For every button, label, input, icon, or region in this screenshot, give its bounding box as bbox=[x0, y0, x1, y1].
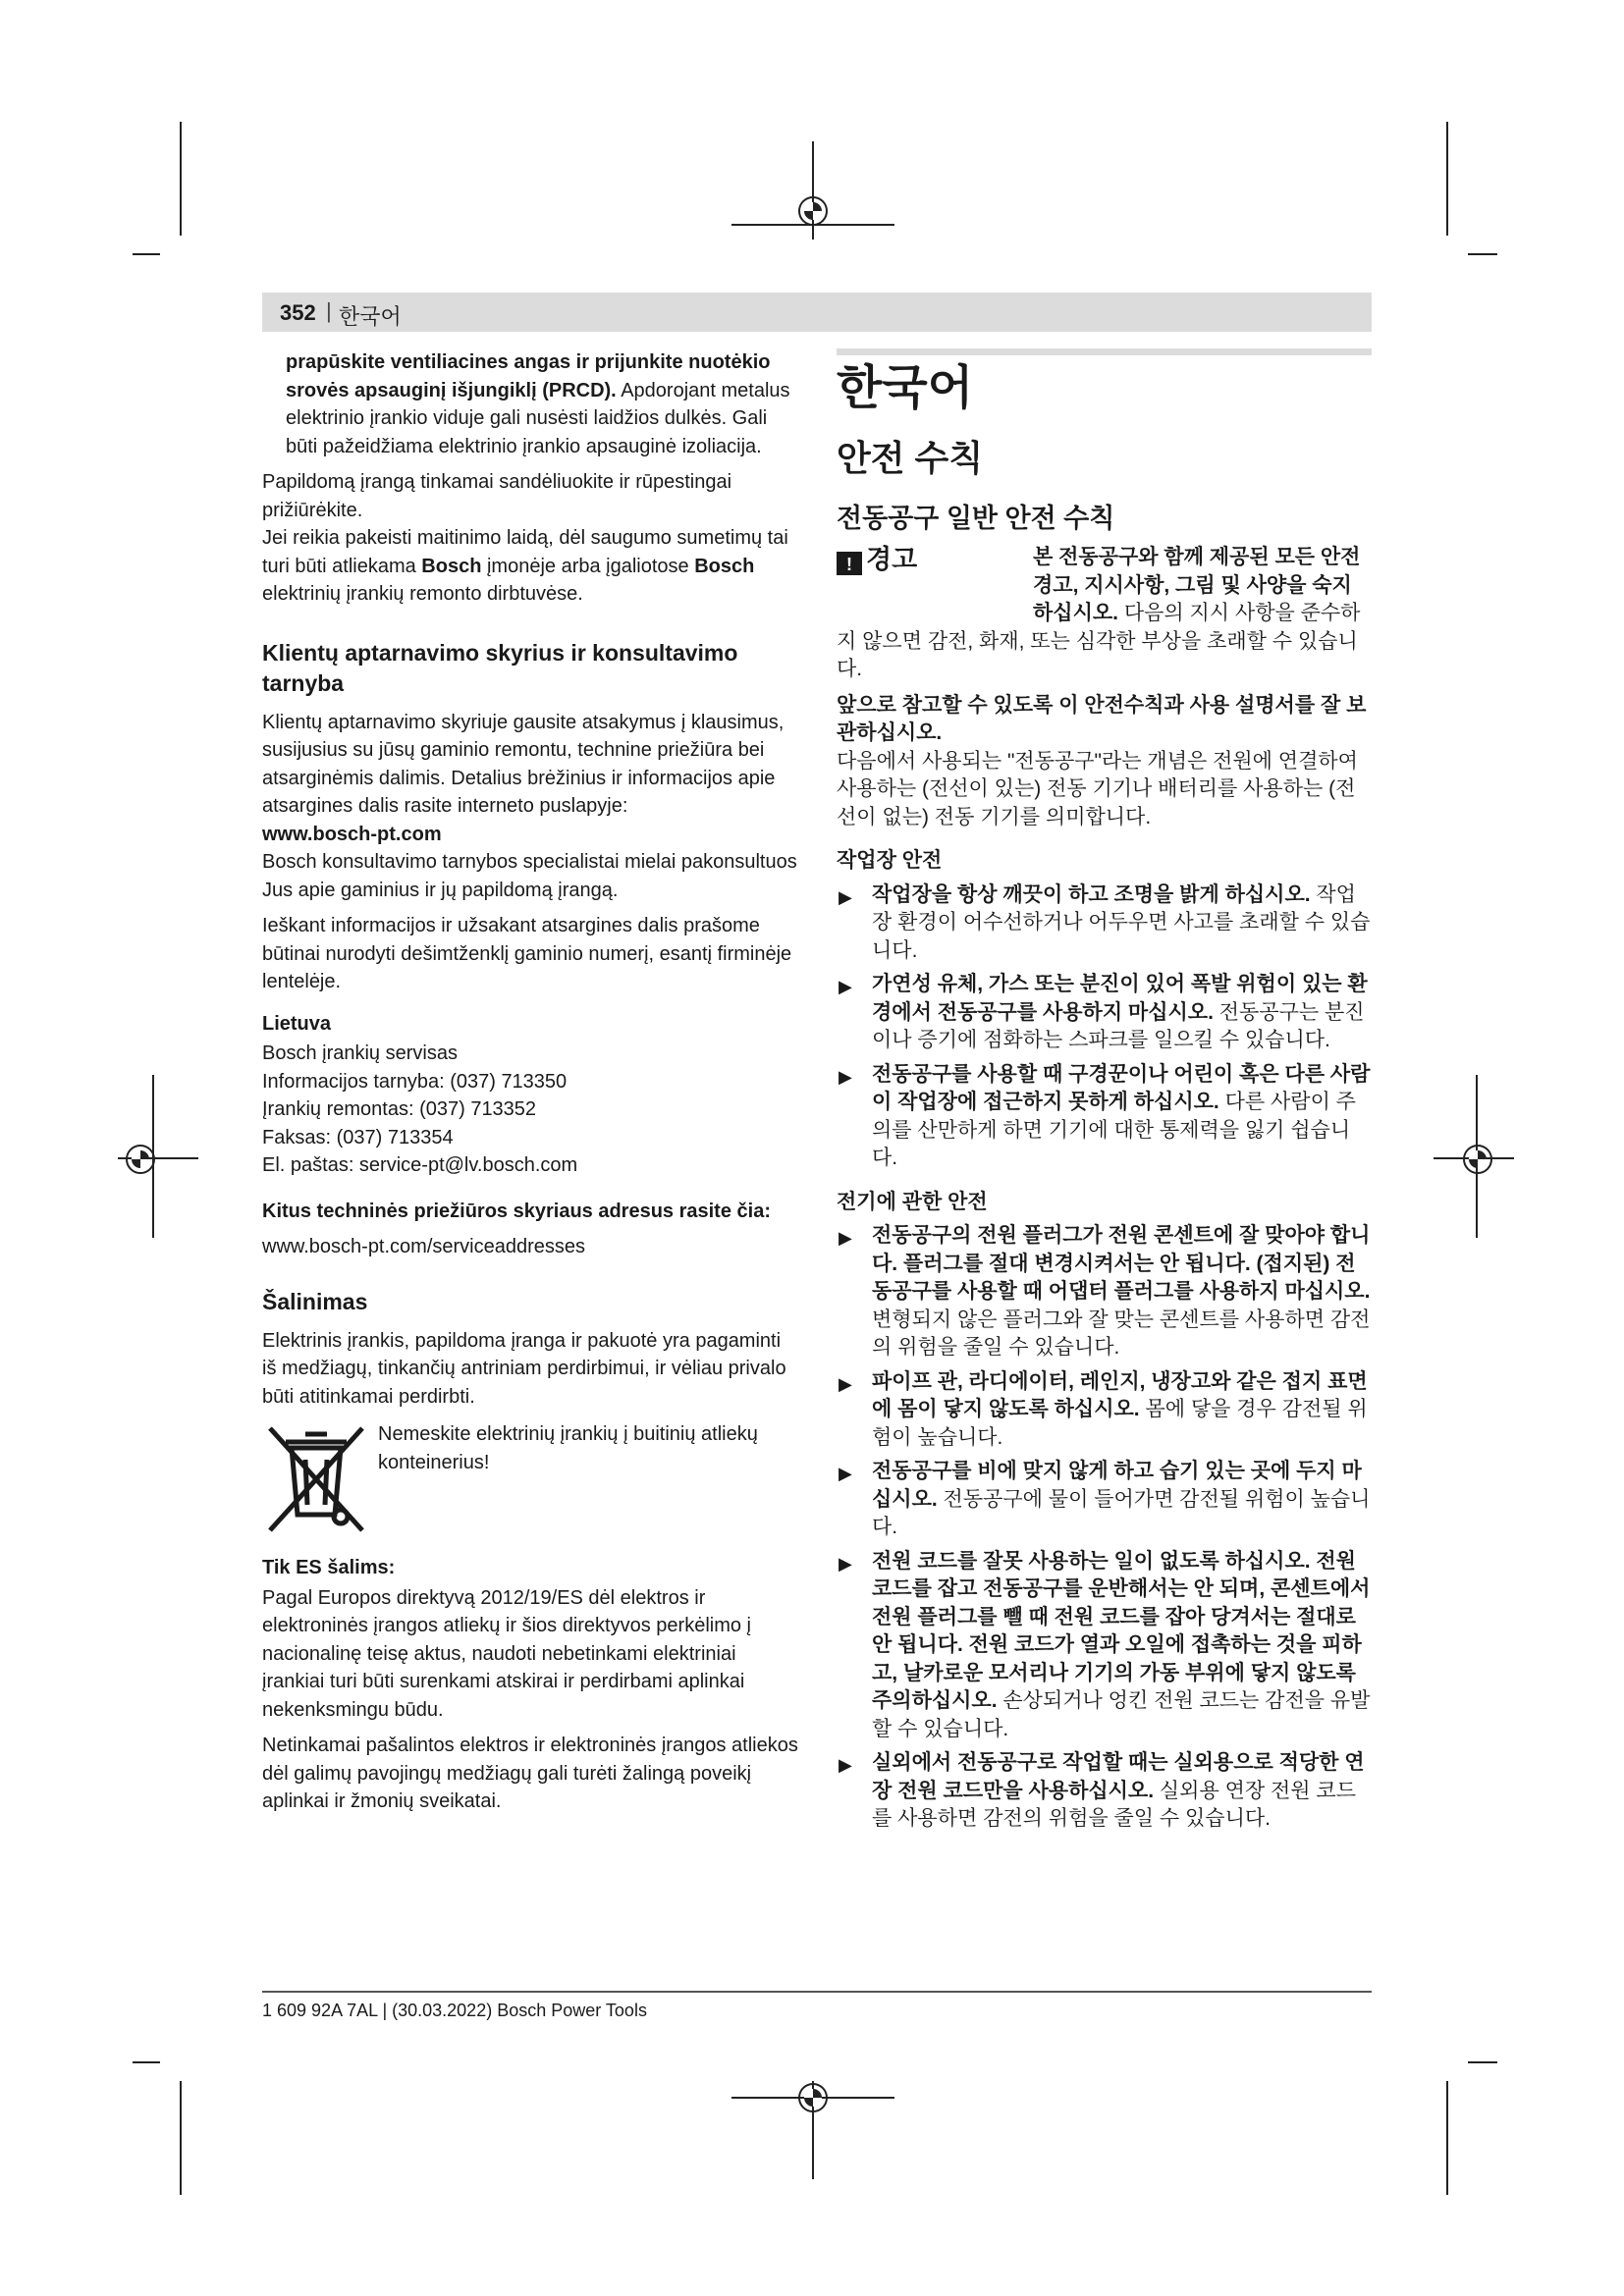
bin-notice: Nemeskite elektrinių įrankių į buitinių atliekų konteinerius! bbox=[378, 1423, 758, 1473]
bullet-icon: ▶ bbox=[839, 886, 852, 907]
registration-mark-icon bbox=[1463, 1145, 1492, 1174]
item-text: 전동공구는 분진이나 증기에 점화하는 스파크를 일으킬 수 있습니다. bbox=[872, 1000, 1365, 1051]
consult-paragraph: Bosch konsultavimo tarnybos specialistai mielai pakonsultuos Jus apie gaminius ir jų papildomą įrangą. bbox=[262, 851, 797, 901]
item-bold: 파이프 관, 라디에이터, 레인지, 냉장고와 같은 접지 표면에 몸이 닿지 않도록 하십시오. bbox=[872, 1369, 1368, 1420]
registration-mark-icon bbox=[126, 1145, 155, 1174]
page-header bbox=[262, 293, 1372, 332]
bullet-icon: ▶ bbox=[839, 1553, 852, 1574]
warning-label bbox=[837, 544, 1033, 603]
crop-mark bbox=[1468, 253, 1497, 255]
electrical-safety-heading: 전기에 관한 안전 bbox=[837, 1190, 988, 1213]
right-column bbox=[837, 348, 1372, 1834]
other-addresses-heading: Kitus techninės priežiūros skyriaus adresus rasite čia: bbox=[262, 1200, 771, 1222]
bullet-icon: ▶ bbox=[839, 1755, 852, 1775]
crop-mark bbox=[1468, 2061, 1497, 2063]
list-item bbox=[837, 1548, 1372, 1744]
bullet-icon: ▶ bbox=[839, 977, 852, 996]
weee-block bbox=[262, 1420, 798, 1538]
item-text: 다른 사람이 주의를 산만하게 하면 기기에 대한 통제력을 잃기 쉽습니다. bbox=[872, 1091, 1356, 1169]
list-item bbox=[837, 881, 1372, 966]
harm-paragraph: Netinkamai pašalintos elektros ir elektroninės įrangos atliekos dėl galimų pavojingų medžiagų gali turėti žalingą poveikį aplinkai ir žmonių sveikatai. bbox=[262, 1735, 798, 1812]
item-text: 손상되거나 엉킨 전원 코드는 감전을 유발할 수 있습니다. bbox=[872, 1689, 1371, 1740]
bullet-icon: ▶ bbox=[839, 1464, 852, 1483]
crop-mark bbox=[133, 253, 160, 255]
footer-text: 1 609 92A 7AL | (30.03.2022) Bosch Power Tools bbox=[262, 2001, 647, 2020]
crossed-out-wheelie-bin-icon bbox=[262, 1420, 370, 1536]
list-item bbox=[837, 1749, 1372, 1834]
intro-bold: prapūskite ventiliacines angas ir prijunkite nuotėkio srovės apsauginį išjungiklį (PRCD). bbox=[286, 351, 771, 401]
contact-line: Faksas: (037) 713354 bbox=[262, 1126, 454, 1148]
cord-text-3: elektrinių įrankių remonto dirbtuvėse. bbox=[262, 583, 583, 605]
list-item bbox=[837, 1222, 1372, 1362]
item-bold: 전동공구를 사용할 때 구경꾼이나 어린이 혹은 다른 사람이 작업장에 접근하지 못하게 하십시오. bbox=[872, 1062, 1371, 1113]
list-item bbox=[837, 971, 1372, 1055]
item-text: 전동공구에 물이 들어가면 감전될 위험이 높습니다. bbox=[872, 1487, 1371, 1538]
contact-email[interactable]: El. paštas: service-pt@lv.bosch.com bbox=[262, 1154, 578, 1176]
list-item bbox=[837, 1458, 1372, 1542]
warning-body: 다음의 지시 사항을 준수하지 않으면 감전, 화재, 또는 심각한 부상을 초래할 수 있습니다. bbox=[837, 602, 1361, 680]
contact-line: Įrankių remontas: (037) 713352 bbox=[262, 1098, 537, 1120]
list-item bbox=[837, 1368, 1372, 1453]
lietuva-heading: Lietuva bbox=[262, 1012, 332, 1035]
contact-line: Informacijos tarnyba: (037) 713350 bbox=[262, 1070, 568, 1093]
section-title: 한국어 bbox=[837, 348, 1372, 418]
disposal-paragraph: Elektrinis įrankis, papildoma įranga ir pakuotė yra pagaminti iš medžiagų, tinkančių antriniam perdirbimui, ir vėliau privalo būti atitinkamai perdirbti. bbox=[262, 1329, 786, 1408]
intro-paragraph bbox=[262, 348, 798, 460]
contact-line: Bosch įrankių servisas bbox=[262, 1042, 458, 1064]
item-bold: 전동공구의 전원 플러그가 전원 콘센트에 잘 맞아야 합니다. 플러그를 절대 변경시켜서는 안 됩니다. (접지된) 전동공구를 사용할 때 어댑터 플러그를 사용하지 마십시오. bbox=[872, 1224, 1371, 1303]
registration-mark-icon bbox=[798, 2083, 828, 2112]
item-text: 실외용 연장 전원 코드를 사용하면 감전의 위험을 줄일 수 있습니다. bbox=[872, 1779, 1356, 1830]
bullet-icon: ▶ bbox=[839, 1228, 852, 1248]
item-text: 몸에 닿을 경우 감전될 위험이 높습니다. bbox=[872, 1398, 1368, 1449]
service-heading: Klientų aptarnavimo skyrius ir konsultavimo tarnyba bbox=[262, 639, 738, 696]
page-number: 352 bbox=[280, 300, 316, 325]
left-column bbox=[262, 348, 798, 1816]
item-bold: 실외에서 전동공구로 작업할 때는 실외용으로 적당한 연장 전원 코드만을 사용하십시오. bbox=[872, 1751, 1365, 1802]
list-item bbox=[837, 1061, 1372, 1173]
crop-mark bbox=[180, 2081, 182, 2195]
eu-paragraph: Pagal Europos direktyvą 2012/19/ES dėl elektros ir elektroninės įrangos atliekų ir šios direktyvos perkėlimo į nacionalinę teisę aktus, naudoti nebetinkami elektriniai įrankiai turi būti surenkami atskirai ir perdirbami aplinkai nekenksmingu būdu. bbox=[262, 1586, 751, 1721]
cord-brand-2: Bosch bbox=[694, 555, 755, 577]
registration-mark-icon bbox=[798, 196, 828, 226]
general-safety-heading: 전동공구 일반 안전 수칙 bbox=[837, 504, 1115, 533]
disposal-heading: Šalinimas bbox=[262, 1288, 368, 1314]
other-addresses-url[interactable]: www.bosch-pt.com/serviceaddresses bbox=[262, 1236, 586, 1257]
cord-text-1: Jei reikia pakeisti maitinimo laidą, dėl saugumo sumetimų tai turi būti atliekama bbox=[262, 527, 788, 577]
item-text: 작업장 환경이 어수선하거나 어두우면 사고를 초래할 수 있습니다. bbox=[872, 882, 1371, 962]
warning-text: 경고 bbox=[866, 545, 918, 574]
cord-paragraph bbox=[262, 524, 798, 609]
crop-mark bbox=[1446, 122, 1448, 236]
crop-mark bbox=[133, 2061, 160, 2063]
item-bold: 작업장을 항상 깨끗이 하고 조명을 밝게 하십시오. bbox=[872, 882, 1311, 906]
cord-brand-1: Bosch bbox=[421, 555, 482, 577]
bullet-icon: ▶ bbox=[839, 1373, 852, 1394]
cord-text-2: įmonėje arba įgaliotose bbox=[481, 555, 695, 577]
footer-rule bbox=[262, 1991, 1372, 1993]
product-number-paragraph: Ieškant informacijos ir užsakant atsargines dalis prašome būtinai nurodyti dešimtženklį gaminio numerį, esantį firminėje lentelėje. bbox=[262, 915, 792, 992]
item-bold: 가연성 유체, 가스 또는 분진이 있어 폭발 위험이 있는 환경에서 전동공구를 사용하지 마십시오. bbox=[872, 973, 1368, 1024]
service-paragraph: Klientų aptarnavimo skyriuje gausite atsakymus į klausimus, susijusius su jūsų gaminio remontu, technine priežiūra bei atsarginėmis dalimis. Detalius brėžinius ir informacijos apie atsargines dalis rasite interneto puslapyje: bbox=[262, 711, 785, 817]
bullet-icon: ▶ bbox=[839, 1066, 852, 1087]
keep-instructions: 앞으로 참고할 수 있도록 이 안전수칙과 사용 설명서를 잘 보관하십시오. bbox=[837, 693, 1367, 744]
storage-paragraph: Papildomą įrangą tinkamai sandėliuokite ir rūpestingai prižiūrėkite. bbox=[262, 471, 732, 521]
warning-bold: 본 전동공구와 함께 제공된 모든 안전경고, 지시사항, 그림 및 사양을 숙지하십시오. bbox=[1033, 546, 1361, 624]
item-bold: 전동공구를 비에 맞지 않게 하고 습기 있는 곳에 두지 마십시오. bbox=[872, 1460, 1362, 1511]
definition-paragraph: 다음에서 사용되는 "전동공구"라는 개념은 전원에 연결하여 사용하는 (전선이 있는) 전동 기기나 배터리를 사용하는 (전선이 없는) 전동 기기를 의미합니다. bbox=[837, 749, 1358, 828]
eu-heading: Tik ES šalims: bbox=[262, 1557, 396, 1578]
safety-heading: 안전 수칙 bbox=[837, 438, 984, 478]
service-url[interactable]: www.bosch-pt.com bbox=[262, 823, 442, 845]
crop-mark bbox=[180, 122, 182, 236]
header-separator: | bbox=[326, 298, 332, 323]
crop-mark bbox=[1446, 2081, 1448, 2195]
intro-text: Apdorojant metalus elektrinio įrankio viduje gali nusėsti laidžios dulkės. Gali būti pažeidžiama elektrinio įrankio apsauginė izoliacija. bbox=[286, 379, 790, 457]
item-text: 변형되지 않은 플러그와 잘 맞는 콘센트를 사용하면 감전의 위험을 줄일 수 있습니다. bbox=[872, 1308, 1371, 1359]
warning-block bbox=[837, 544, 1372, 684]
warning-triangle-icon: ! bbox=[837, 552, 862, 575]
header-language: 한국어 bbox=[339, 304, 402, 329]
item-bold: 전원 코드를 잘못 사용하는 일이 없도록 하십시오. 전원 코드를 잡고 전동공구를 운반해서는 안 되며, 콘센트에서 전원 플러그를 뺄 때 전원 코드를 잡아 당겨서는 절대로 안 됩니다. 전원 코드가 열과 오일에 접촉하는 것을 피하고, 날카로운 모서리나 기기의 가동 부위에 닿지 않도록 주의하십시오. bbox=[872, 1549, 1371, 1712]
work-area-heading: 작업장 안전 bbox=[837, 849, 943, 872]
